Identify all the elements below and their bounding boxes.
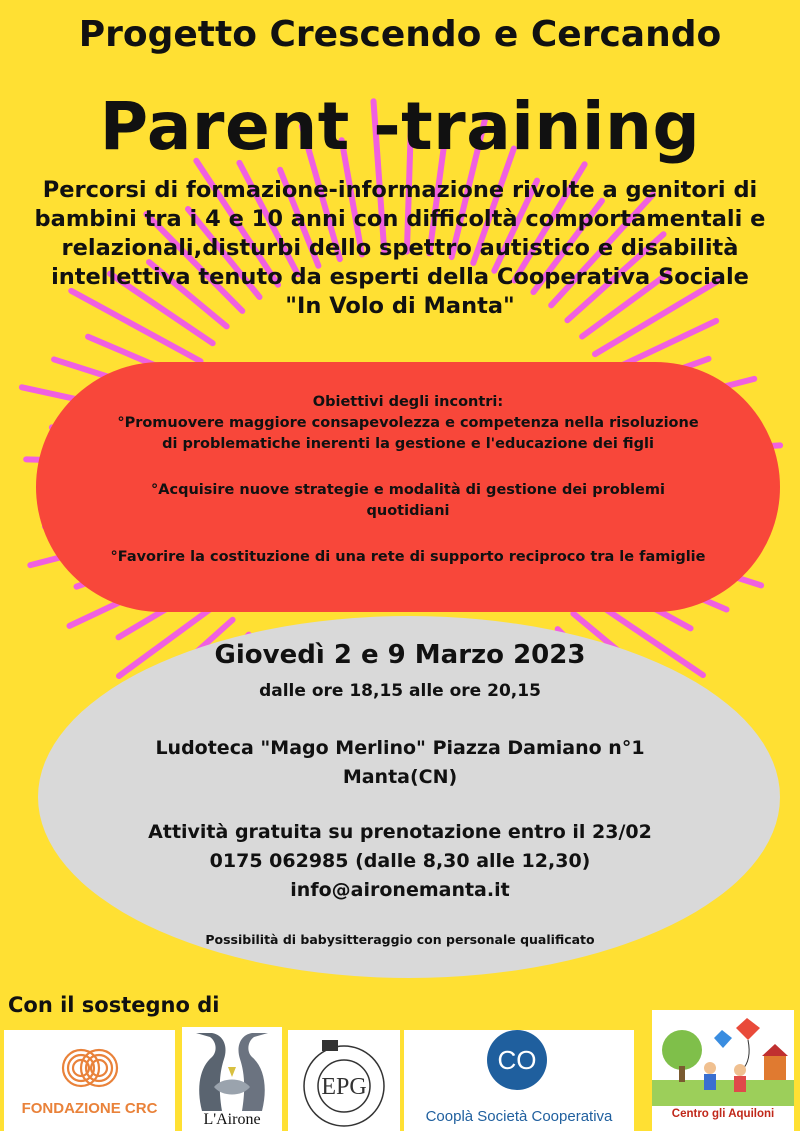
goal-line: di problematiche inerenti la gestione e l'educazione dei figli — [162, 436, 654, 452]
interlocking-rings-icon — [59, 1042, 121, 1094]
booking-phone: 0175 062985 (dalle 8,30 alle 12,30) — [209, 850, 591, 872]
logo-istituto — [288, 1030, 400, 1131]
babysitting-note: Possibilità di babysitteraggio con personale qualificato — [205, 932, 595, 947]
description-line: "In Volo di Manta" — [285, 293, 515, 319]
logo-centro-aquiloni — [652, 1010, 794, 1131]
booking-info — [0, 818, 800, 905]
goal-item — [60, 480, 756, 522]
description-line: intellettiva tenuto da esperti della Cooperativa Sociale — [51, 264, 749, 290]
goal-line: °Promuovere maggiore consapevolezza e competenza nella risoluzione — [117, 415, 699, 431]
logo-airone — [182, 1027, 282, 1131]
co-mark: CO — [497, 1045, 537, 1075]
description-line: bambini tra i 4 e 10 anni con difficoltà comportamentali e — [34, 206, 766, 232]
description-line: relazionali,disturbi dello spettro autistico e disabilità — [61, 235, 739, 261]
crc-logo-text: FONDAZIONE CRC — [21, 1100, 158, 1117]
goal-line: °Favorire la costituzione di una rete di supporto reciproco tra le famiglie — [110, 549, 706, 565]
goals-text — [60, 392, 756, 593]
booking-email[interactable]: info@aironemanta.it — [290, 879, 510, 901]
coopla-logo-text: Cooplà Società Cooperativa — [425, 1108, 613, 1125]
booking-line: Attività gratuita su prenotazione entro il 23/02 — [148, 821, 652, 843]
aquiloni-logo-text: Centro gli Aquiloni — [671, 1108, 775, 1120]
logo-fondazione-crc — [4, 1030, 175, 1131]
venue-line: Manta(CN) — [342, 766, 458, 788]
svg-text:EPG: EPG — [321, 1074, 367, 1100]
goals-title: Obiettivi degli incontri: — [312, 394, 504, 410]
logo-coopla — [404, 1030, 634, 1131]
co-circle-icon — [487, 1030, 547, 1090]
event-time: dalle ore 18,15 alle ore 20,15 — [259, 681, 541, 701]
goal-item — [60, 547, 756, 568]
event-info-panel — [38, 616, 780, 978]
kite-children-icon — [652, 1010, 794, 1106]
heron-icon — [182, 1027, 282, 1111]
goal-item — [60, 413, 756, 455]
support-label: Con il sostegno di — [8, 993, 220, 1017]
venue-line: Ludoteca "Mago Merlino" Piazza Damiano n°1 — [155, 737, 645, 759]
description — [0, 176, 800, 321]
project-title: Progetto Crescendo e Cercando — [78, 14, 722, 55]
goal-line: °Acquisire nuove strategie e modalità di gestione dei problemi — [151, 482, 665, 498]
istituto-seal-icon — [292, 1034, 396, 1129]
event-date: Giovedì 2 e 9 Marzo 2023 — [214, 640, 586, 670]
airone-logo-text: L'Airone — [203, 1111, 261, 1128]
event-venue — [0, 734, 800, 792]
description-line: Percorsi di formazione-informazione rivolte a genitori di — [42, 177, 758, 203]
main-title: Parent -training — [99, 88, 701, 165]
goal-line: quotidiani — [366, 503, 450, 519]
